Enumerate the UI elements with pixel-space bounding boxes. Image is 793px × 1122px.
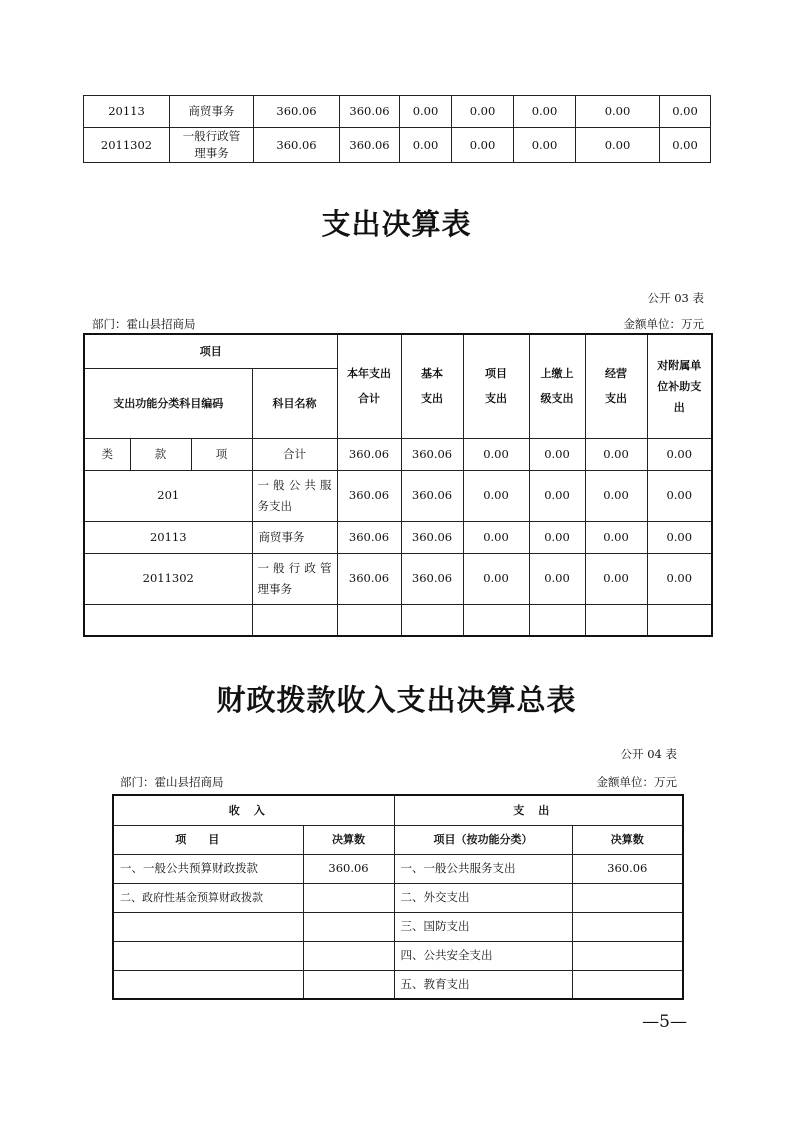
name-cell: 商贸事务	[170, 96, 254, 128]
table-row	[113, 912, 683, 941]
fiscal-title: 财政拨款收入支出决算总表	[216, 683, 577, 717]
fiscal-unit: 金额单位：万元	[596, 775, 677, 789]
value-cell: 360.06	[340, 96, 400, 128]
code-cell: 2011302	[84, 128, 170, 163]
code-cell: 20113	[84, 521, 252, 553]
fiscal-department: 部门：霍山县招商局	[120, 775, 224, 789]
value-cell: 0.00	[647, 438, 712, 470]
header-project	[463, 334, 529, 438]
header-total	[337, 334, 401, 438]
expense-amount	[572, 912, 683, 941]
value-cell: 0.00	[452, 128, 514, 163]
value-cell: 0.00	[400, 96, 452, 128]
code-cell: 201	[84, 470, 252, 521]
income-amount	[303, 912, 394, 941]
expense-amount	[572, 941, 683, 970]
header-line: 级支出	[540, 392, 574, 406]
value-cell: 360.06	[401, 470, 463, 521]
income-item-header: 项目	[113, 825, 303, 854]
expense-table	[83, 333, 713, 637]
header-line: 出	[673, 400, 685, 414]
expense-department: 部门：霍山县招商局	[92, 317, 196, 331]
value-cell: 0.00	[463, 438, 529, 470]
header-line: 项目	[485, 367, 507, 381]
value-cell: 0.00	[400, 128, 452, 163]
name-cell: 一般行政管理事务	[170, 128, 254, 163]
name-line: 一般公共服	[257, 477, 332, 492]
value-cell: 360.06	[401, 438, 463, 470]
header-line: 支出	[421, 392, 443, 406]
income-item	[113, 970, 303, 999]
expense-amount	[572, 883, 683, 912]
name-line: 理事务	[257, 581, 292, 596]
value-cell: 360.06	[254, 128, 340, 163]
value-cell: 360.06	[401, 521, 463, 553]
value-cell: 0.00	[529, 553, 585, 604]
expense-amount: 360.06	[572, 854, 683, 883]
value-cell: 0.00	[585, 521, 647, 553]
value-cell: 360.06	[340, 128, 400, 163]
value-cell: 360.06	[254, 96, 340, 128]
value-cell: 0.00	[514, 128, 576, 163]
value-cell: 0.00	[647, 553, 712, 604]
value-cell: 0.00	[576, 96, 660, 128]
fiscal-form-code: 公开 04 表	[620, 747, 677, 761]
income-item	[113, 941, 303, 970]
expense-item: 二、外交支出	[394, 883, 572, 912]
table-row	[84, 521, 712, 553]
expense-amount-header: 决算数	[572, 825, 683, 854]
income-header: 收入	[113, 795, 394, 825]
code-cell: 2011302	[84, 553, 252, 604]
fiscal-table	[112, 794, 684, 1000]
header-subsidy	[647, 334, 712, 438]
value-cell: 360.06	[337, 553, 401, 604]
value-cell: 0.00	[529, 438, 585, 470]
income-item: 一、一般公共预算财政拨款	[113, 854, 303, 883]
value-cell: 0.00	[585, 470, 647, 521]
header-line: 支出	[605, 392, 627, 406]
value-cell: 360.06	[401, 553, 463, 604]
table-row	[113, 854, 683, 883]
table-row	[84, 438, 712, 470]
header-lei: 类	[84, 438, 130, 470]
value-cell: 0.00	[452, 96, 514, 128]
value-cell: 0.00	[463, 521, 529, 553]
expense-amount	[572, 970, 683, 999]
header-line: 经营	[605, 367, 627, 381]
expense-item: 三、国防支出	[394, 912, 572, 941]
value-cell: 0.00	[463, 553, 529, 604]
table-row	[84, 128, 711, 163]
table-row	[84, 553, 712, 604]
value-cell: 0.00	[529, 521, 585, 553]
expense-title: 支出决算表	[321, 207, 472, 241]
value-cell: 0.00	[529, 470, 585, 521]
income-amount	[303, 970, 394, 999]
income-item: 二、政府性基金预算财政拨款	[113, 883, 303, 912]
value-cell: 0.00	[585, 553, 647, 604]
value-cell: 0.00	[660, 96, 711, 128]
income-amount: 360.06	[303, 854, 394, 883]
name-cell	[252, 553, 337, 604]
name-cell: 商贸事务	[252, 521, 337, 553]
header-kuan: 款	[130, 438, 191, 470]
header-line: 上缴上	[540, 367, 574, 381]
header-xiang: 项	[191, 438, 252, 470]
value-cell: 0.00	[463, 470, 529, 521]
name-line: 务支出	[257, 498, 292, 513]
empty-row	[84, 604, 712, 636]
value-cell: 0.00	[576, 128, 660, 163]
value-cell: 0.00	[514, 96, 576, 128]
expense-item: 一、一般公共服务支出	[394, 854, 572, 883]
value-cell: 0.00	[585, 438, 647, 470]
page-number: —5—	[642, 1012, 687, 1032]
table-row	[84, 96, 711, 128]
header-line: 本年支出	[347, 367, 391, 381]
income-amount	[303, 883, 394, 912]
name-line: 一般行政管	[257, 560, 332, 575]
expense-unit: 金额单位：万元	[623, 317, 704, 331]
value-cell: 0.00	[647, 521, 712, 553]
total-label: 合计	[252, 438, 337, 470]
expense-header: 支出	[394, 795, 683, 825]
header-item: 项目	[84, 334, 337, 368]
expense-item: 五、教育支出	[394, 970, 572, 999]
code-cell: 20113	[84, 96, 170, 128]
expense-form-code: 公开 03 表	[647, 291, 704, 305]
name-cell	[252, 470, 337, 521]
header-line: 基本	[421, 367, 443, 381]
value-cell: 0.00	[647, 470, 712, 521]
expense-item-header: 项目（按功能分类）	[394, 825, 572, 854]
header-line: 合计	[358, 392, 380, 406]
income-amount-header: 决算数	[303, 825, 394, 854]
table-row	[113, 883, 683, 912]
header-subject-name: 科目名称	[252, 368, 337, 438]
header-upper	[529, 334, 585, 438]
header-operating	[585, 334, 647, 438]
continuation-table	[83, 95, 711, 163]
income-amount	[303, 941, 394, 970]
value-cell: 360.06	[337, 521, 401, 553]
value-cell: 0.00	[660, 128, 711, 163]
table-row	[84, 470, 712, 521]
header-func-code: 支出功能分类科目编码	[84, 368, 252, 438]
income-item	[113, 912, 303, 941]
header-line: 支出	[485, 392, 507, 406]
header-basic	[401, 334, 463, 438]
expense-item: 四、公共安全支出	[394, 941, 572, 970]
header-line: 对附属单	[657, 358, 702, 372]
value-cell: 360.06	[337, 438, 401, 470]
value-cell: 360.06	[337, 470, 401, 521]
table-row	[113, 970, 683, 999]
table-row	[113, 941, 683, 970]
header-line: 位补助支	[657, 379, 702, 393]
